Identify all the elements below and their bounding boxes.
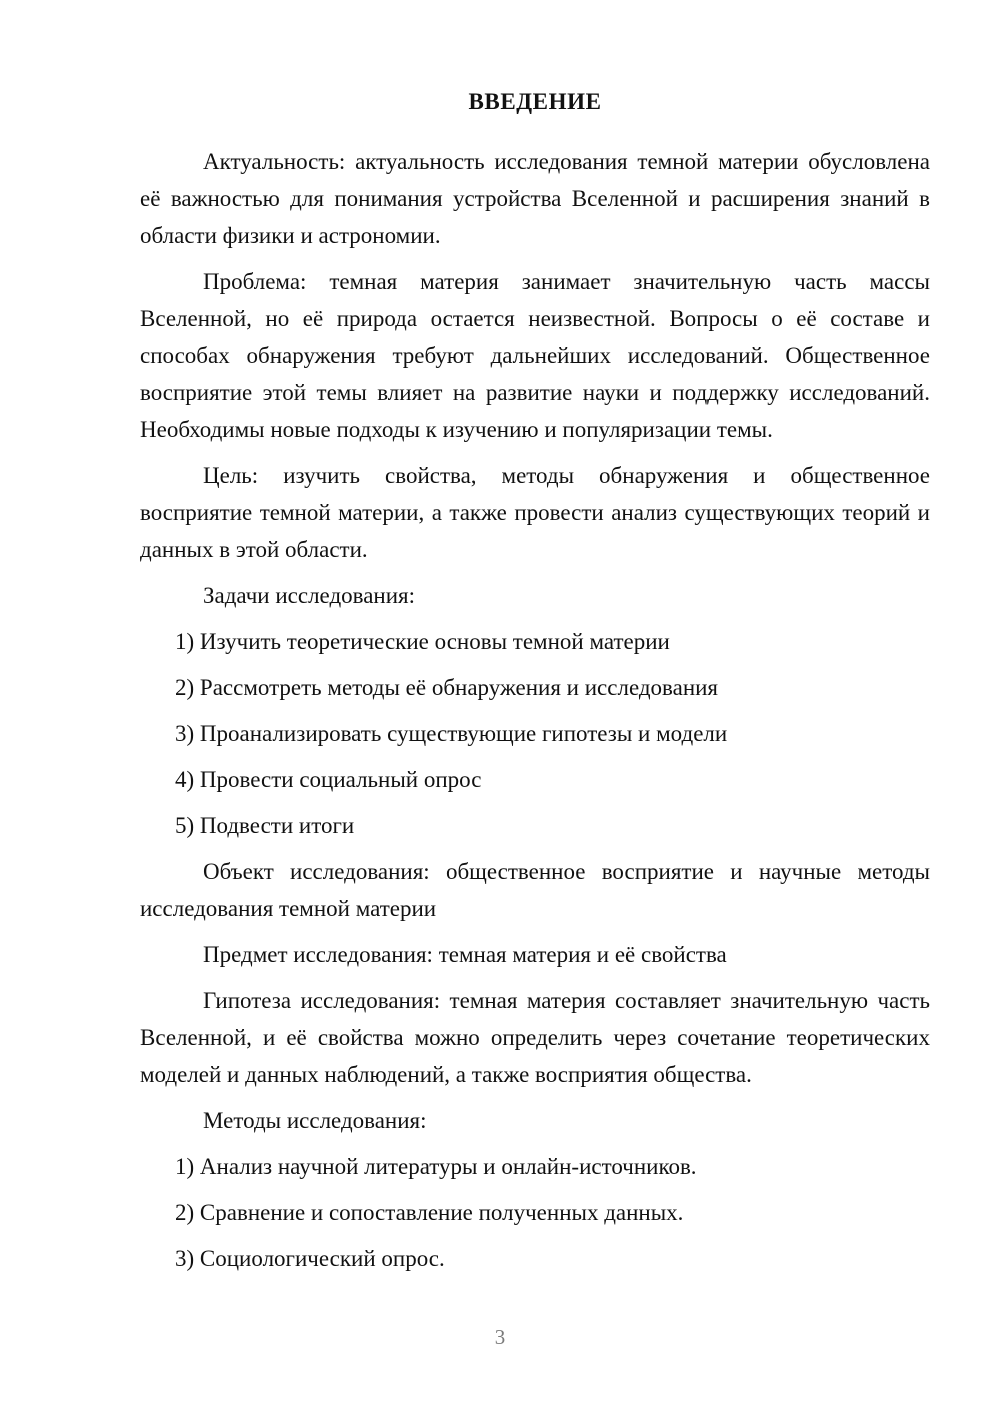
methods-heading: Методы исследования: (203, 1107, 427, 1133)
paragraph-hypothesis: Гипотеза исследования: темная материя составляет значительную часть Вселенной, и её свойства можно определить через сочетание теоретических моделей и данных наблюдений, а также восприятия общества. (140, 987, 930, 1087)
page-content (140, 88, 930, 1286)
page-title: ВВЕДЕНИЕ (468, 89, 602, 114)
list-item: 4) Провести социальный опрос (175, 766, 482, 792)
list-item: 1) Изучить теоретические основы темной материи (175, 628, 670, 654)
paragraph-relevance: Актуальность: актуальность исследования темной материи обусловлена её важностью для понимания устройства Вселенной и расширения знаний в области физики и астрономии. (140, 148, 930, 248)
list-item: 5) Подвести итоги (175, 812, 355, 838)
page-number: 3 (494, 1325, 506, 1349)
list-item: 2) Рассмотреть методы её обнаружения и исследования (175, 674, 719, 700)
tasks-heading: Задачи исследования: (203, 582, 416, 608)
list-item: 2) Сравнение и сопоставление полученных данных. (175, 1199, 684, 1225)
paragraph-goal: Цель: изучить свойства, методы обнаружения и общественное восприятие темной материи, а также провести анализ существующих теорий и данных в этой области. (140, 462, 930, 562)
paragraph-subject: Предмет исследования: темная материя и её свойства (203, 941, 727, 967)
list-item: 1) Анализ научной литературы и онлайн-источников. (175, 1153, 697, 1179)
paragraph-object: Объект исследования: общественное восприятие и научные методы исследования темной материи (140, 858, 930, 921)
paragraph-problem: Проблема: темная материя занимает значительную часть массы Вселенной, но её природа остается неизвестной. Вопросы о её составе и способах обнаружения требуют дальнейших исследований. Общественное восприятие этой темы влияет на развитие науки и поддержку исследований. Необходимы новые подходы к изучению и популяризации темы. (140, 268, 930, 442)
list-item: 3) Социологический опрос. (175, 1245, 445, 1271)
list-item: 3) Проанализировать существующие гипотезы и модели (175, 720, 728, 746)
